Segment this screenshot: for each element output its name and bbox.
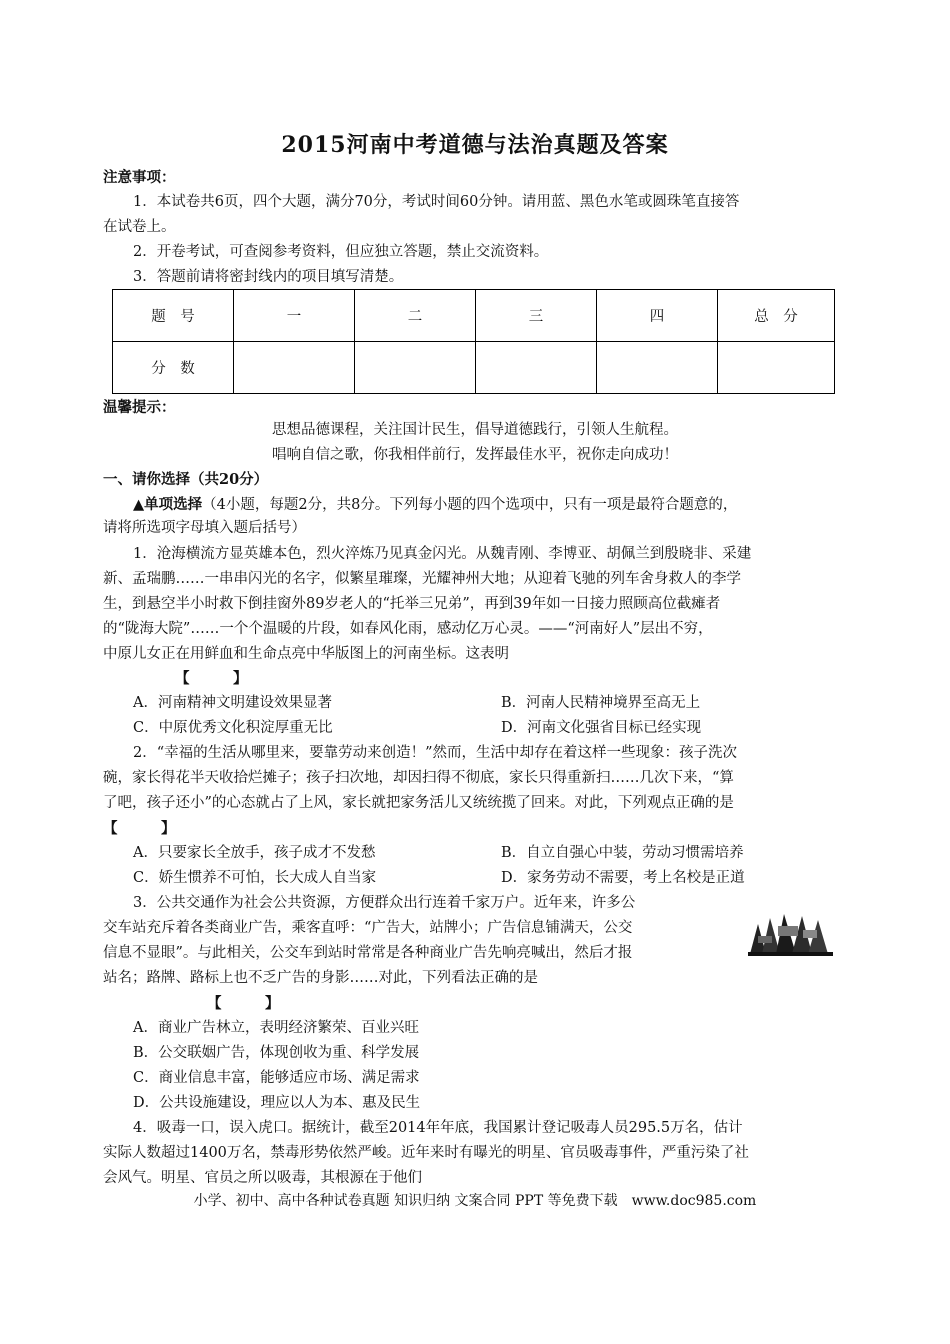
q3-option-d: D．公共设施建设，理应以人为本、惠及民生 — [133, 1095, 421, 1111]
score-cell[interactable] — [718, 342, 835, 394]
score-header-cell: 题 号 — [113, 290, 234, 342]
score-header-cell: 总 分 — [718, 290, 835, 342]
q3-option-a: A．商业广告林立，表明经济繁荣、百业兴旺 — [133, 1020, 419, 1036]
q2-answer-bracket[interactable]: 【 】 — [103, 820, 176, 837]
q2-option-c: C．娇生惯养不可怕，长大成人自当家 — [133, 870, 377, 886]
q4-line-2: 实际人数超过1400万名，禁毒形势依然严峻。近年来时有曝光的明星、官员吸毒事件，严重污染了社 — [103, 1145, 749, 1161]
q1-line-5: 中原儿女正在用鲜血和生命点亮中华版图上的河南坐标。这表明 — [103, 646, 509, 662]
tip-heading: 温馨提示： — [103, 399, 176, 416]
q2-option-d: D．家务劳动不需要，考上名校是正道 — [501, 870, 745, 886]
q3-line-3: 信息不显眼”。与此相关，公交车到站时常常是各种商业广告先响亮喊出，然后才报 — [103, 945, 633, 961]
q1-option-c: C．中原优秀文化积淀厚重无比 — [133, 720, 333, 736]
q1-line-4: 的“陇海大院”……一个个温暖的片段，如春风化雨，感动亿万心灵。——“河南好人”层出不穷， — [103, 621, 713, 637]
q1-option-b: B．河南人民精神境界至高无上 — [501, 695, 701, 711]
section-1-instructions — [133, 492, 878, 518]
q4-line-1: 4．吸毒一口，误入虎口。据统计，截至2014年年底，我国累计登记吸毒人员295.5万名，估计 — [133, 1120, 743, 1136]
notice-item-3: 3．答题前请将密封线内的项目填写清楚。 — [133, 269, 404, 285]
tip-line-2: 唱响自信之歌，你我相伴前行，发挥最佳水平，祝你走向成功！ — [272, 447, 678, 463]
q3-answer-bracket[interactable]: 【 】 — [207, 995, 280, 1012]
score-cell[interactable] — [234, 342, 355, 394]
q2-option-a: A．只要家长全放手，孩子成才不发愁 — [133, 845, 376, 861]
q1-answer-bracket[interactable]: 【 】 — [175, 670, 248, 687]
notice-item-1: 1．本试卷共6页，四个大题，满分70分，考试时间60分钟。请用蓝、黑色水笔或圆珠笔直接答 — [133, 194, 740, 210]
score-table — [112, 289, 835, 394]
q3-line-2: 交车站充斥着各类商业广告，乘客直呼：“广告大，站牌小；广告信息铺满天，公交 — [103, 920, 633, 936]
score-row-label: 分 数 — [113, 342, 234, 394]
page-footer: 小学、初中、高中各种试卷真题 知识归纳 文案合同 PPT 等免费下载 www.doc985.com — [193, 1193, 757, 1209]
q4-line-3: 会风气。明星、官员之所以吸毒，其根源在于他们 — [103, 1170, 422, 1186]
section-1-heading: 一、请你选择（共20分） — [103, 471, 269, 488]
q2-line-2: 碗，家长得花半天收拾烂摊子；孩子扫次地，却因扫得不彻底，家长只得重新扫……几次下来，“算 — [103, 770, 734, 786]
q1-option-a: A．河南精神文明建设效果显著 — [133, 695, 332, 711]
q3-option-b: B．公交联姻广告，体现创收为重、科学发展 — [133, 1045, 420, 1061]
q3-line-4: 站名；路牌、路标上也不乏广告的身影……对此，下列看法正确的是 — [103, 970, 538, 986]
q1-line-1: 1．沧海横流方显英雄本色，烈火淬炼乃见真金闪光。从魏青刚、李博亚、胡佩兰到殷晓非、采建 — [133, 546, 752, 562]
score-table-header-row — [113, 290, 835, 342]
q2-line-3: 了吧，孩子还小”的心态就占了上风，家长就把家务活儿又统统揽了回来。对此，下列观点正确的是 — [103, 795, 734, 811]
sub-desc: （4小题，每题2分，共8分。下列每小题的四个选项中，只有一项是最符合题意的， — [202, 497, 738, 513]
q3-option-c: C．商业信息丰富，能够适应市场、满足需求 — [133, 1070, 420, 1086]
q1-line-2: 新、孟瑞鹏……一串串闪光的名字，似繁星璀璨，光耀神州大地；从迎着飞驰的列车舍身救人的李学 — [103, 571, 741, 587]
notice-item-2: 2．开卷考试，可查阅参考资料，但应独立答题，禁止交流资料。 — [133, 244, 549, 260]
score-header-cell: 二 — [355, 290, 476, 342]
q1-line-3: 生，到悬空半小时救下倒挂窗外89岁老人的“托举三兄弟”，再到39年如一日接力照顾高位截瘫者 — [103, 596, 721, 612]
score-header-cell: 四 — [597, 290, 718, 342]
q2-line-1: 2．“幸福的生活从哪里来，要靠劳动来创造！”然而，生活中却存在着这样一些现象：孩子洗次 — [133, 745, 738, 761]
score-header-cell: 三 — [476, 290, 597, 342]
score-cell[interactable] — [597, 342, 718, 394]
sub-heading: ▲单项选择 — [133, 496, 203, 513]
q3-line-1: 3．公共交通作为社会公共资源，方便群众出行连着千家万户。近年来，许多公 — [133, 895, 636, 911]
score-table-score-row — [113, 342, 835, 394]
score-cell[interactable] — [476, 342, 597, 394]
page-title: 2015河南中考道德与法治真题及答案 — [281, 132, 669, 158]
bus-stop-ad-photo — [748, 912, 833, 956]
score-cell[interactable] — [355, 342, 476, 394]
notice-item-1-cont: 在试卷上。 — [103, 219, 176, 235]
tip-line-1: 思想品德课程，关注国计民生，倡导道德践行，引领人生航程。 — [272, 422, 678, 438]
q2-option-b: B．自立自强心中装，劳动习惯需培养 — [501, 845, 744, 861]
score-header-cell: 一 — [234, 290, 355, 342]
q1-option-d: D．河南文化强省目标已经实现 — [501, 720, 702, 736]
section-1-instructions-cont: 请将所选项字母填入题后括号） — [103, 520, 306, 536]
notice-heading: 注意事项： — [103, 169, 176, 186]
